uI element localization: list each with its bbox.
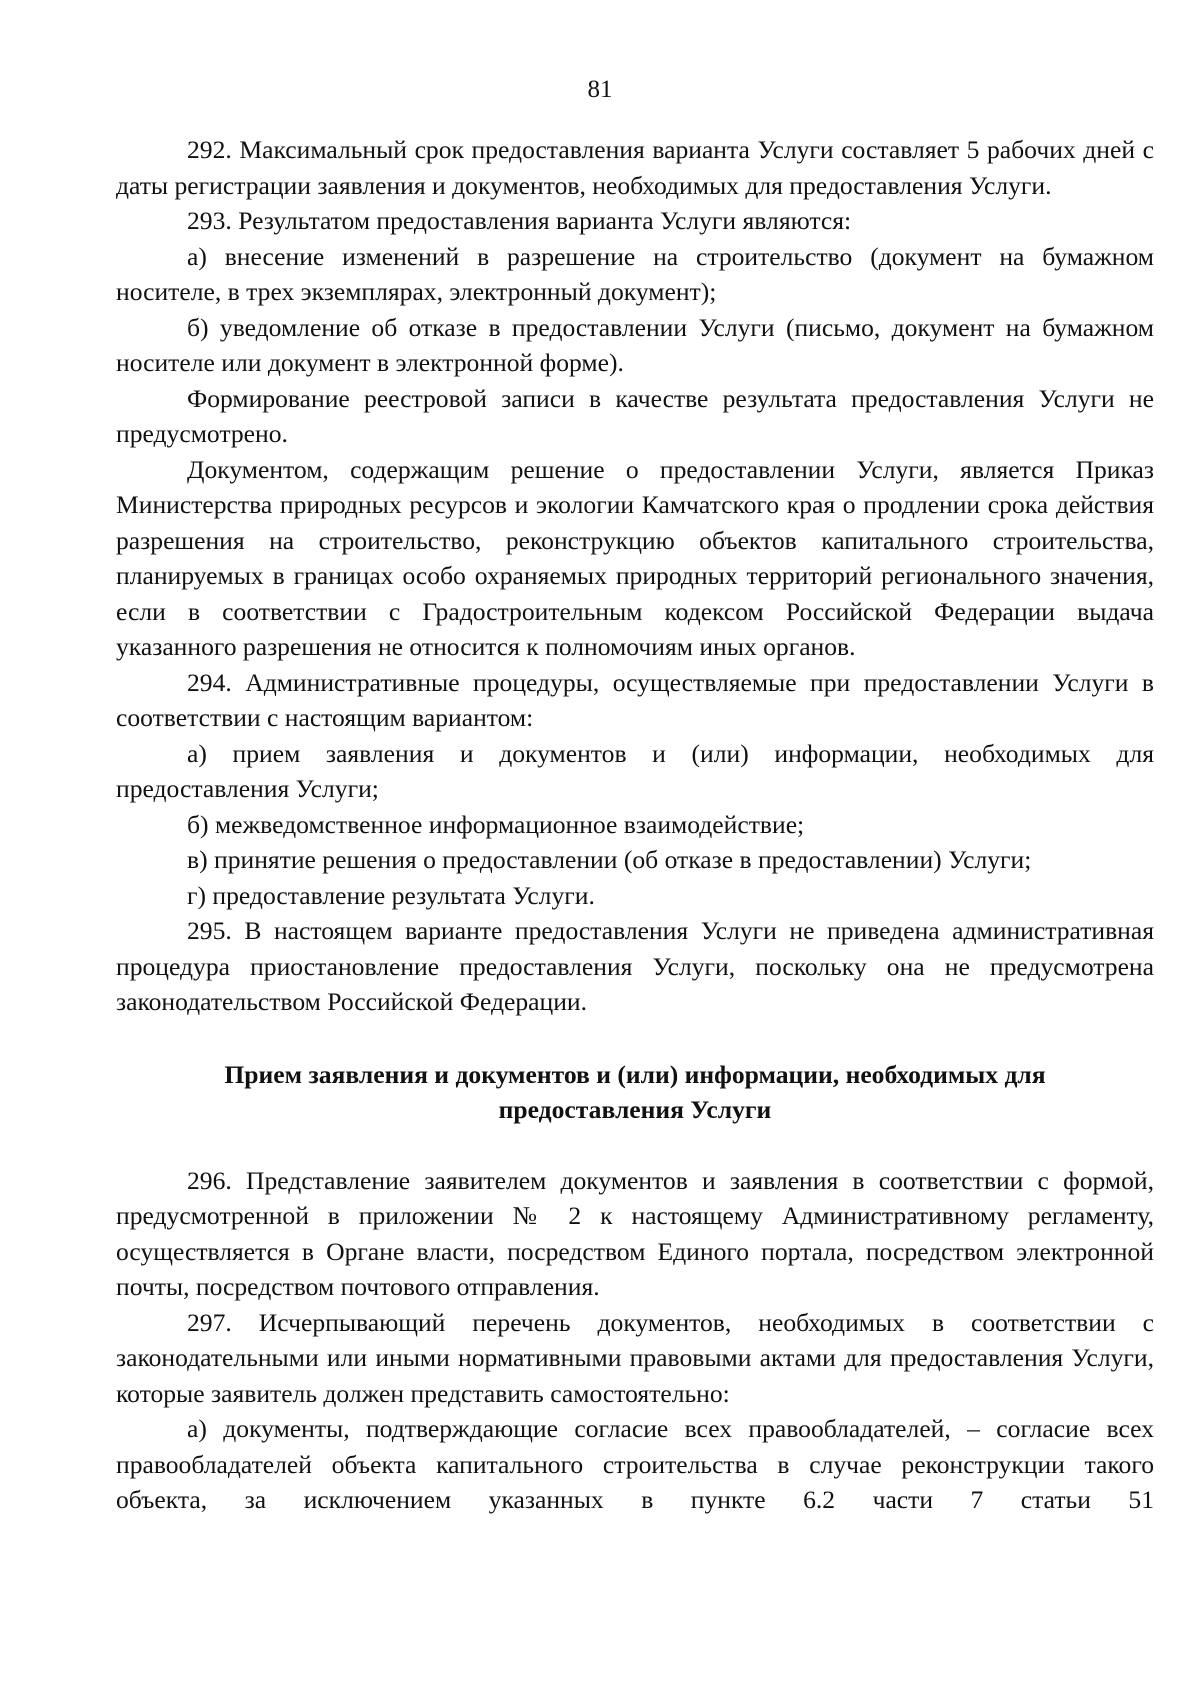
paragraph-297: 297. Исчерпывающий перечень документов, необходимых в соответствии с законодательными или иными нормативными правовыми актами для предоставления Услуги, которые заявитель должен представить самостоятельно:: [116, 1307, 1154, 1408]
paragraph-294-b: б) межведомственное информационное взаимодействие;: [187, 809, 805, 839]
paragraph-registry-note: Формирование реестровой записи в качестве результата предоставления Услуги не предусмотрено.: [116, 383, 1154, 448]
paragraph-decision-document: Документом, содержащим решение о предоставлении Услуги, является Приказ Министерства природных ресурсов и экологии Камчатского края о продлении срока действия разрешения на строительство, реконструкцию объектов капитального строительства, планируемых в границах особо охраняемых природных территорий регионального значения, если в соответствии с Градостроительным кодексом Российской Федерации выдача указанного разрешения не относится к полномочиям иных органов.: [116, 454, 1154, 661]
page-number: 81: [587, 76, 613, 103]
section-heading-line-2: предоставления Услуги: [498, 1095, 772, 1124]
paragraph-294-a: а) прием заявления и документов и (или) информации, необходимых для предоставления Услуги;: [116, 738, 1154, 803]
paragraph-294: 294. Административные процедуры, осуществляемые при предоставлении Услуги в соответствии с настоящим вариантом:: [116, 667, 1154, 732]
document-body: [116, 132, 1154, 1518]
paragraph-294-v: в) принятие решения о предоставлении (об отказе в предоставлении) Услуги;: [187, 845, 1032, 874]
paragraph-293: 293. Результатом предоставления варианта Услуги являются:: [187, 206, 852, 235]
section-heading: [116, 1057, 1154, 1128]
paragraph-294-g: г) предоставление результата Услуги.: [187, 880, 595, 910]
paragraph-297-a: а) документы, подтверждающие согласие всех правообладателей, – согласие всех правообладателей объекта капитального строительства в случае реконструкции такого объекта, за исключением указанных в пункте 6.2 части 7 статьи 51: [116, 1414, 1154, 1514]
paragraph-293-b: б) уведомление об отказе в предоставлении Услуги (письмо, документ на бумажном носителе или документ в электронной форме).: [116, 312, 1154, 377]
section-heading-line-1: Прием заявления и документов и (или) информации, необходимых для: [224, 1059, 1046, 1089]
paragraph-292: 292. Максимальный срок предоставления варианта Услуги составляет 5 рабочих дней с даты регистрации заявления и документов, необходимых для предоставления Услуги.: [116, 135, 1154, 200]
paragraph-296: 296. Представление заявителем документов и заявления в соответствии с формой, предусмотренной в приложении № 2 к настоящему Административному регламенту, осуществляется в Органе власти, посредством Единого портала, посредством электронной почты, посредством почтового отправления.: [116, 1165, 1154, 1301]
paragraph-295: 295. В настоящем варианте предоставления Услуги не приведена административная процедура приостановление предоставления Услуги, поскольку она не предусмотрена законодательством Российской Федерации.: [116, 916, 1154, 1016]
paragraph-293-a: а) внесение изменений в разрешение на строительство (документ на бумажном носителе, в трех экземплярах, электронный документ);: [116, 241, 1154, 306]
